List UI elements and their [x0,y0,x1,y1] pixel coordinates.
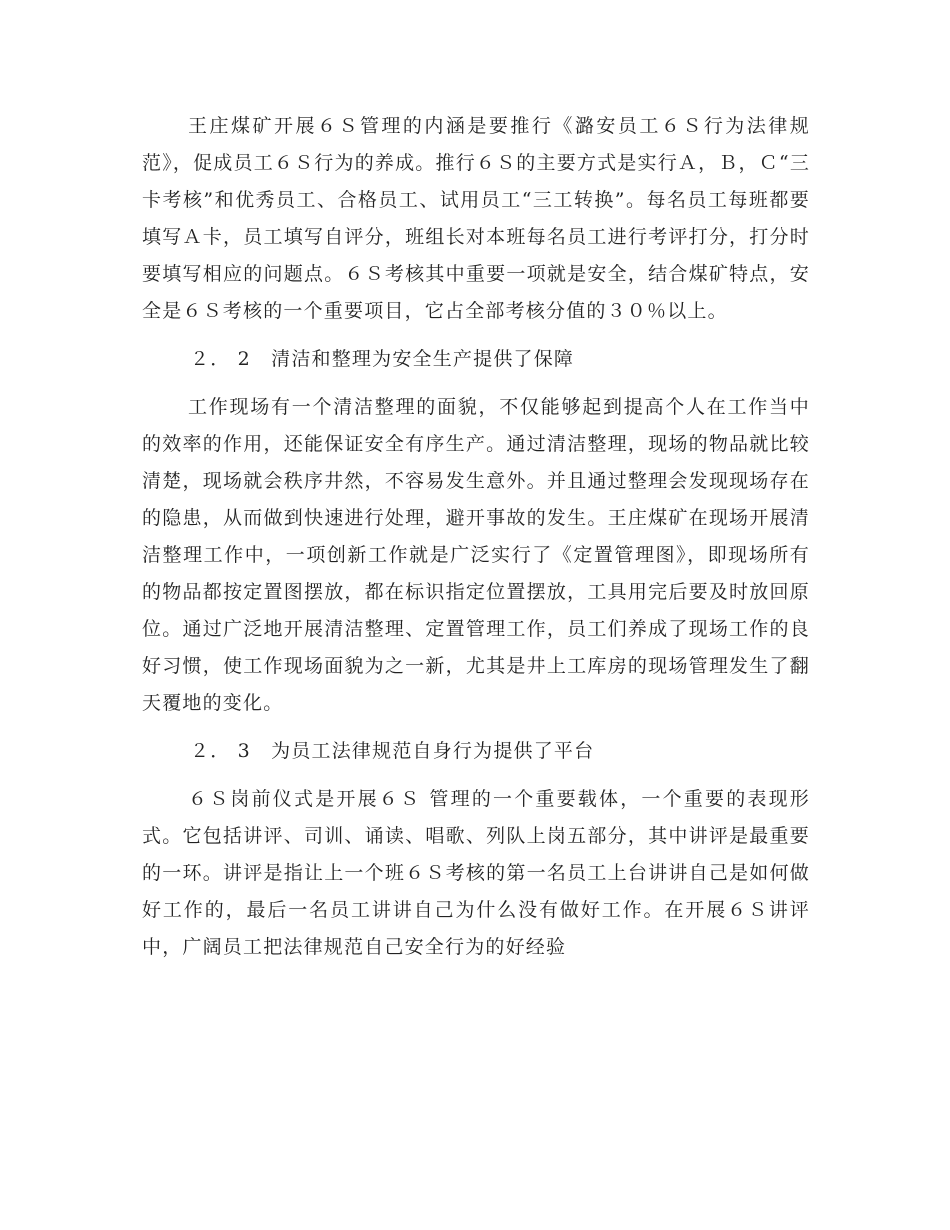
paragraph-6s-connotation: 王庄煤矿开展６Ｓ管理的内涵是要推行《潞安员工６Ｓ行为法律规范》，促成员工６Ｓ行为的养成。推行６Ｓ的主要方式是实行Ａ，Ｂ，Ｃ“三卡考核”和优秀员工、合格员工、试用员工“三工转换”。每名员工每班都要填写Ａ卡，员工填写自评分，班组长对本班每名员工进行考评打分，打分时要填写相应的问题点。６Ｓ考核其中重要一项就是安全，结合煤矿特点，安全是６Ｓ考核的一个重要项目，它占全部考核分值的３０％以上。 [142,115,811,322]
section-heading-2-2: ２． 2 清洁和整理为安全生产提供了保障 [190,348,575,370]
document-body [142,108,810,966]
paragraph-cleaning-sorting: 工作现场有一个清洁整理的面貌，不仅能够起到提高个人在工作当中的效率的作用，还能保证安全有序生产。通过清洁整理，现场的物品就比较清楚，现场就会秩序井然，不容易发生意外。并且通过整理会发现现场存在的隐患，从而做到快速进行处理，避开事故的发生。王庄煤矿在现场开展清洁整理工作中，一项创新工作就是广泛实行了《定置管理图》，即现场所有的物品都按定置图摆放，都在标识指定位置摆放，工具用完后要及时放回原位。通过广泛地开展清洁整理、定置管理工作，员工们养成了现场工作的良好习惯，使工作现场面貌为之一新，尤其是井上工库房的现场管理发生了翻天覆地的变化。 [142,396,810,714]
paragraph-pre-shift-ceremony: ６Ｓ岗前仪式是开展６Ｓ 管理的一个重要载体，一个重要的表现形式。它包括讲评、司训、诵读、唱歌、列队上岗五部分，其中讲评是最重要的一环。讲评是指让上一个班６Ｓ考核的第一名员工上台讲讲自己是如何做好工作的，最后一名员工讲讲自己为什么没有做好工作。在开展６Ｓ讲评中，广阔员工把法律规范自己安全行为的好经验 [142,788,810,958]
section-heading-2-3: ２． 3 为员工法律规范自身行为提供了平台 [190,740,595,762]
